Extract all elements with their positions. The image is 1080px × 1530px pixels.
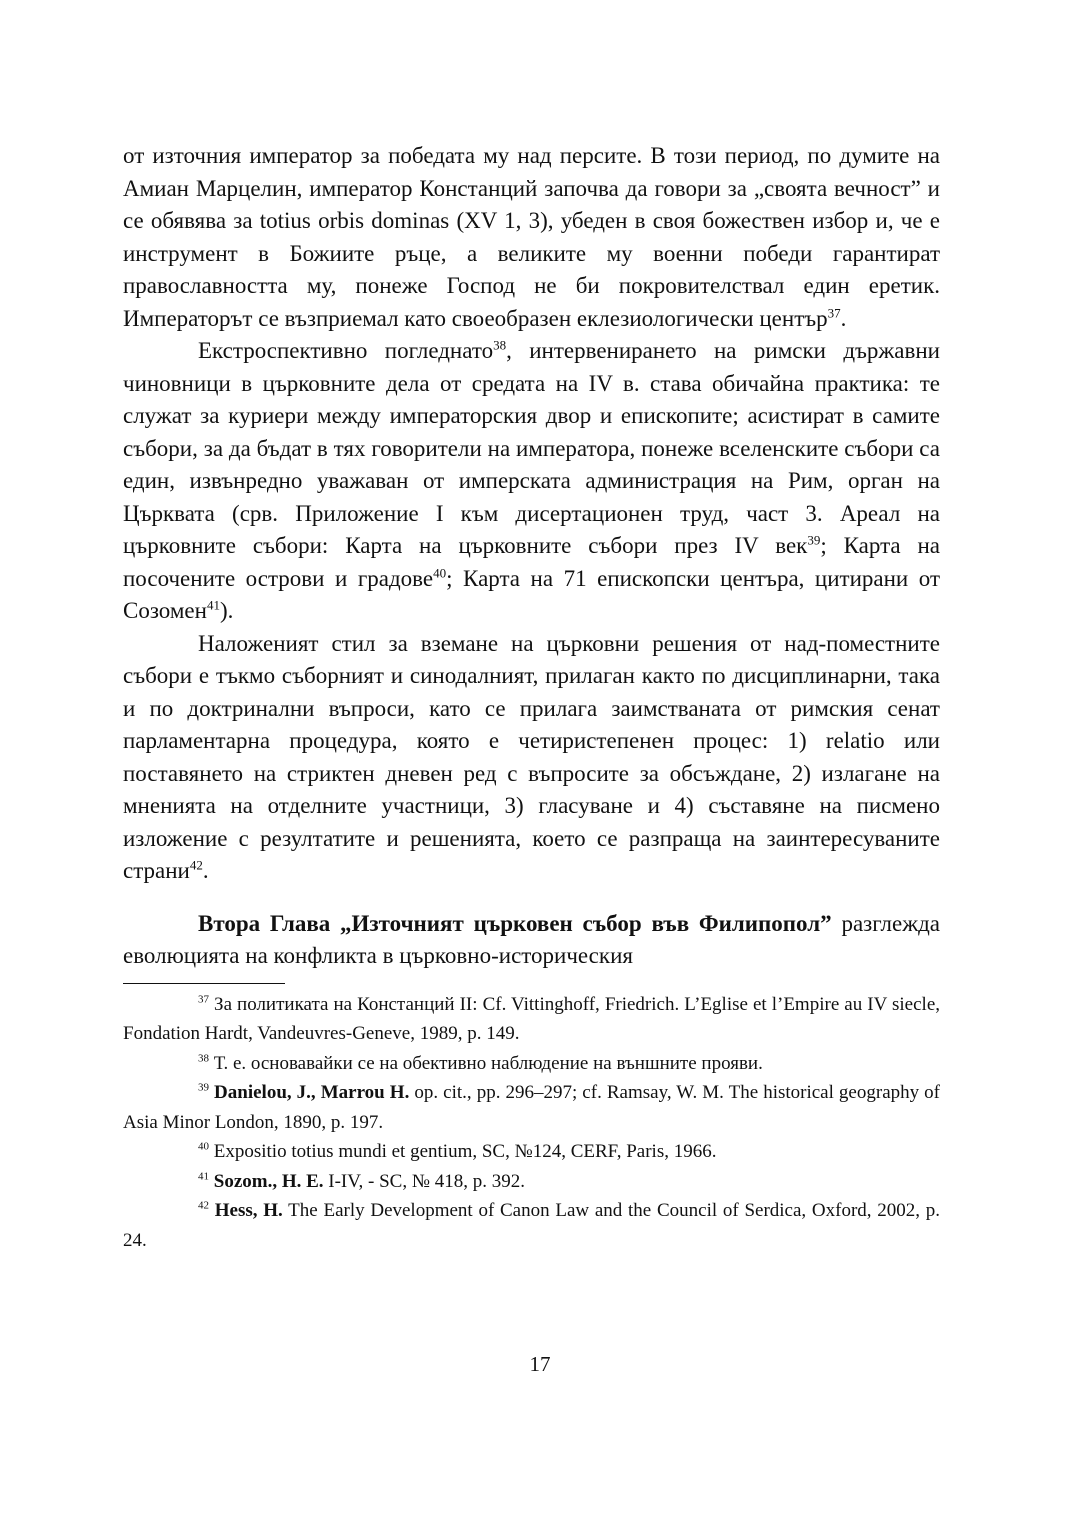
footnote-number: 41: [198, 1170, 209, 1183]
footnote-39: [123, 1078, 940, 1137]
footnote-ref-42: 42: [189, 857, 203, 873]
paragraph-text: Наложеният стил за вземане на църковни решения от над-поместните събори е тъкмо съборният и синодалният, прилаган както по дисциплинарни, така и по доктринални въпроси, като се прилага заимстваната от римския сенат парламентарна процедура, която е четиристепенен процес: 1) relatio или поставянето на стриктен дневен ред с въпросите за обсъждане, 2) излагане на мненията на отделните участници, 3) гласуване и 4) съставяне на писмено изложение с резултатите и решенията, което се разпраща на заинтересуваните страни: [123, 630, 940, 883]
footnote-number: 39: [198, 1081, 209, 1094]
footnote-38: [123, 1049, 940, 1079]
footnote-text: I-IV, - SC, № 418, p. 392.: [323, 1170, 525, 1192]
footnote-text: Т. е. основавайки се на обективно наблюдение на външните прояви.: [213, 1052, 763, 1074]
footnote-ref-41: 41: [206, 597, 220, 613]
footnote-number: 42: [198, 1199, 209, 1212]
paragraph-tail: .: [840, 305, 847, 331]
body-text: [123, 140, 940, 973]
paragraph-2: [123, 335, 940, 628]
paragraph-1: [123, 140, 940, 335]
paragraph-3: [123, 628, 940, 888]
paragraph-text-e: ).: [219, 598, 234, 623]
paragraph-tail: .: [202, 858, 209, 883]
footnote-number: 40: [198, 1140, 209, 1153]
footnote-text: Expositio totius mundi et gentium, SC, №124, CERF, Paris, 1966.: [213, 1141, 717, 1162]
footnote-author: Sozom., H. E.: [213, 1170, 324, 1192]
footnote-ref-37: 37: [827, 304, 841, 320]
footnote-separator: [123, 983, 285, 984]
footnote-37: [123, 990, 940, 1049]
footnote-text: op. cit., pp. 296–297; cf. Ramsay, W. M. The historical geography of Asia Minor London, 1890, p. 197.: [123, 1082, 940, 1133]
footnote-text: The Early Development of Canon Law and the Council of Serdica, Oxford, 2002, p. 24.: [123, 1200, 941, 1251]
paragraph-text-c: ; Карта на посочените острови и градове: [123, 533, 940, 591]
footnote-author: Hess, H.: [214, 1200, 283, 1221]
footnote-42: [123, 1196, 940, 1255]
footnote-41: [123, 1167, 940, 1197]
page: [123, 140, 940, 1255]
paragraph-text: разглежда еволюцията на конфликта в църковно-историческия: [123, 910, 940, 968]
chapter-heading: Втора Глава „Източният църковен събор във Филипопол”: [198, 910, 832, 936]
paragraph-text-a: Екстроспективно погледнато: [198, 338, 494, 363]
paragraph-text: от източния император за победата му над персите. В този период, по думите на Амиан Марцелин, император Констанций започва да говори за „своята вечност” и се обявява за totius orbis dominas (XV 1, 3), убеден в своя божествен избор и, че е инструмент в Божиите ръце, а великите му военни победи гарантират православността му, понеже Господ не би покровителствал един еретик. Императорът се възприемал като своеобразен еклезиологически център: [123, 143, 940, 331]
paragraph-4: [123, 908, 940, 973]
paragraph-text-b: , интервенирането на римски държавни чиновници в църковните дела от средата на IV в. става обичайна практика: те служат за куриери между императорския двор и епископите; асистират в самите събори, за да бъдат в тях говорители на императора, понеже вселенските събори са един, извънредно уважаван от имперската администрация на Рим, орган на Църквата (срв. Приложение I към дисертационен труд, част 3. Ареал на църковните събори: Карта на църковните събори през IV век: [123, 338, 940, 558]
footnote-40: [123, 1137, 940, 1167]
footnote-author: Danielou, J., Marrou H.: [214, 1082, 410, 1103]
footnote-number: 38: [198, 1052, 209, 1065]
page-number: 17: [529, 1352, 551, 1376]
footnote-ref-39: 39: [807, 532, 821, 548]
footnotes: [123, 990, 940, 1256]
footnote-number: 37: [198, 993, 209, 1006]
footnote-text: За политиката на Констанций II: Cf. Vittinghoff, Friedrich. L’Eglise et l’Empire au IV siecle, Fondation Hardt, Vandeuvres-Geneve, 1989, p. 149.: [123, 993, 941, 1044]
footnote-ref-40: 40: [433, 564, 447, 580]
footnote-ref-38: 38: [493, 337, 507, 353]
paragraph-text-d: ; Карта на 71 епископски центъра, цитирани от Созомен: [123, 565, 941, 623]
